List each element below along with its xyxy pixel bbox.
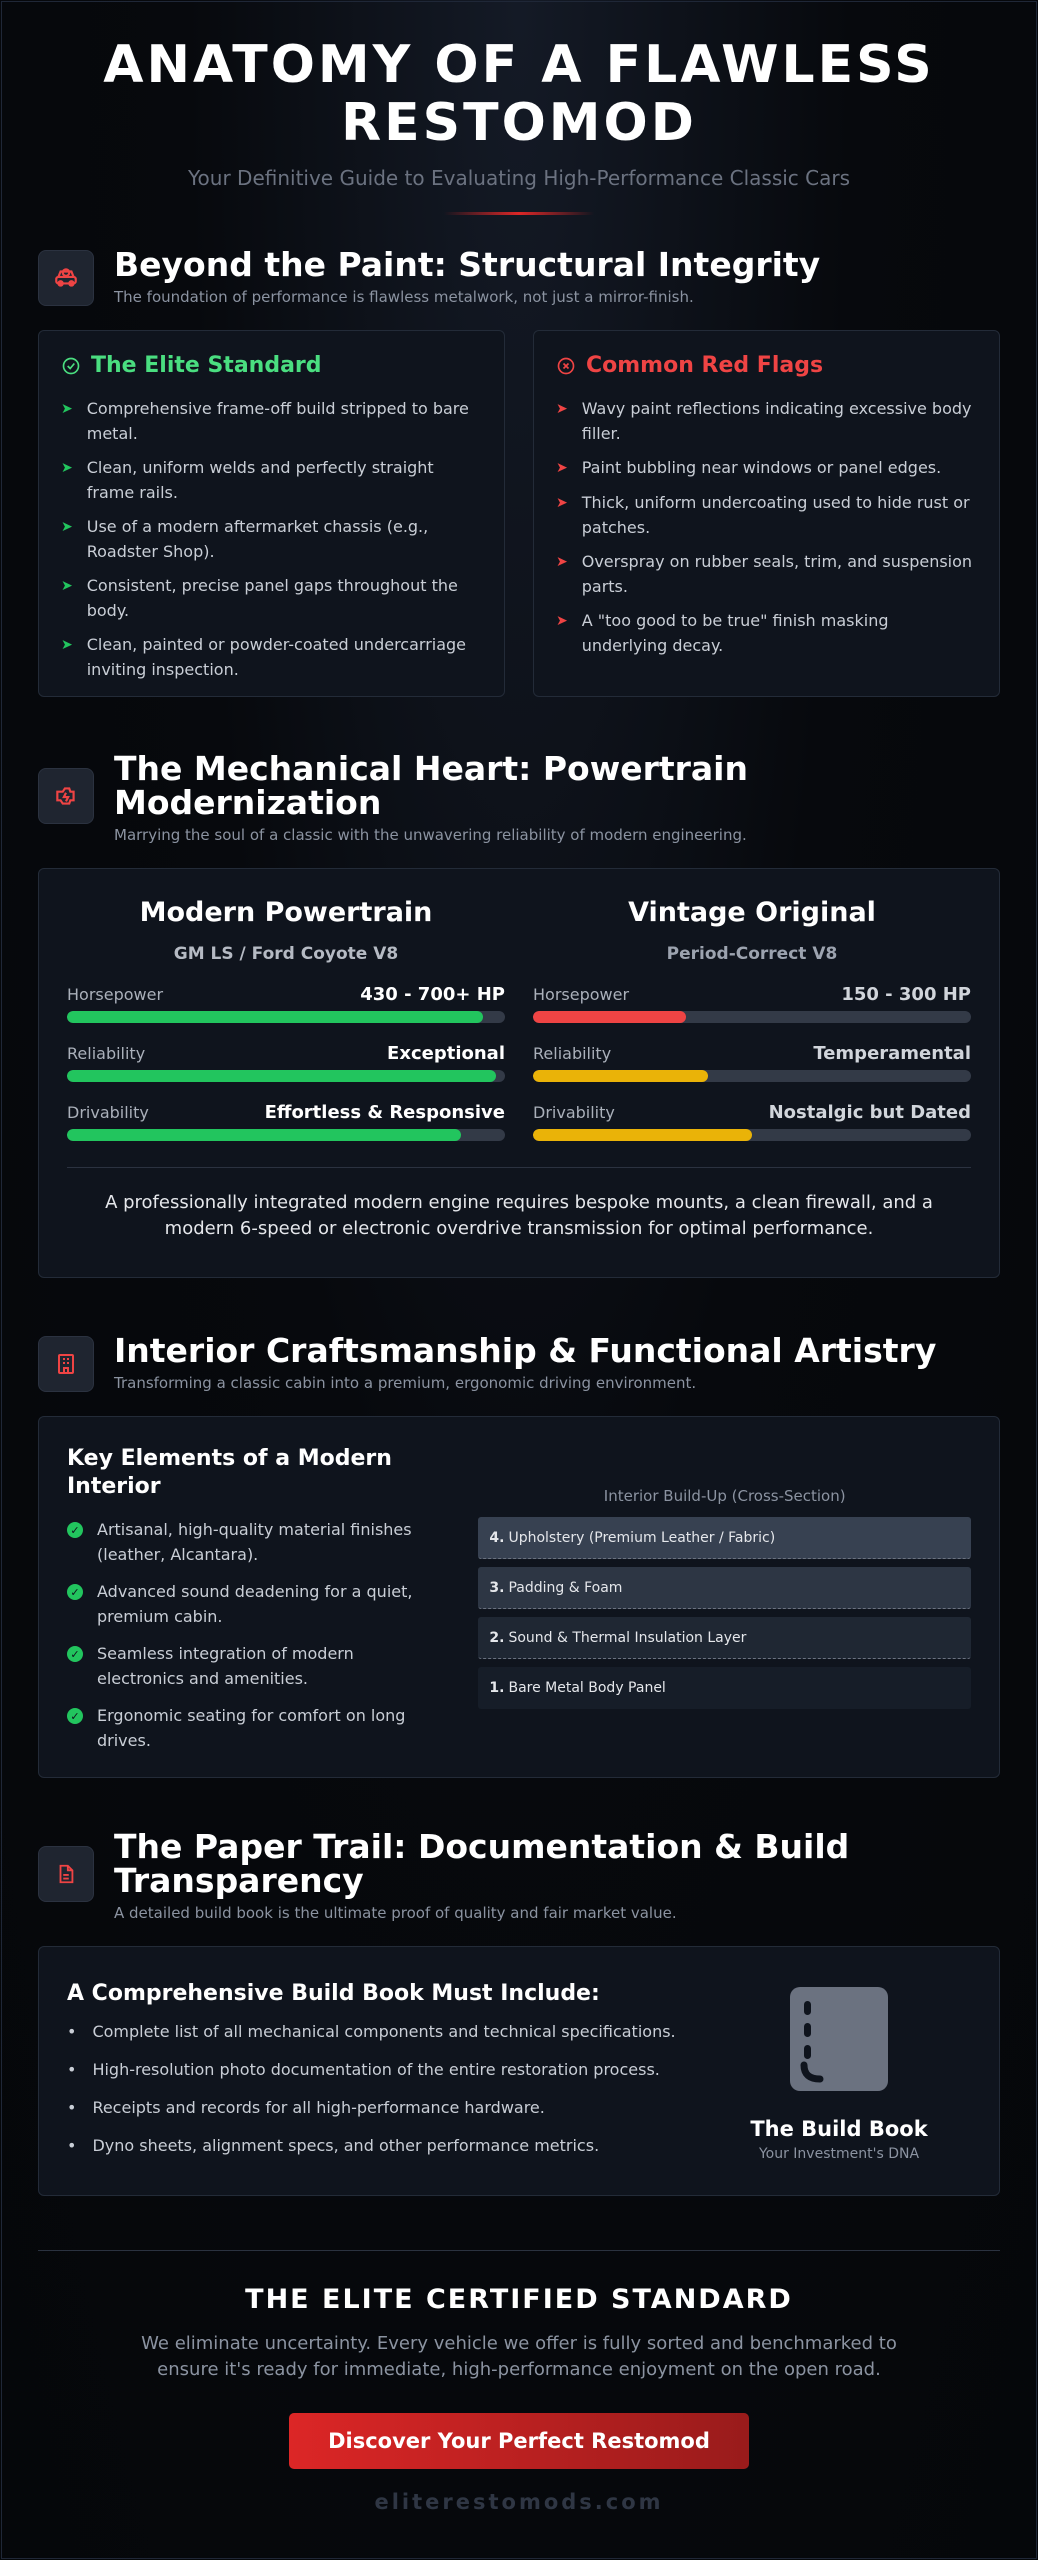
page-title: ANATOMY OF A FLAWLESS RESTOMOD [103, 35, 935, 153]
red-flags-card [533, 330, 1000, 697]
vintage-engine-name: Period-Correct V8 [666, 944, 838, 964]
elite-standard-list [61, 396, 482, 682]
x-circle-icon [556, 356, 576, 376]
list-item: ➤ Comprehensive frame-off build stripped to bare metal. [61, 396, 482, 446]
footer-title: THE ELITE CERTIFIED STANDARD [245, 2284, 793, 2315]
metric-label: Reliability [67, 1044, 146, 1063]
documentation-section [38, 1827, 1000, 2196]
check-icon: ✓ [67, 1522, 83, 1538]
metric-reliability [67, 1043, 505, 1082]
build-book-contents [67, 1981, 707, 2195]
powertrain-description: Marrying the soul of a classic with the unwavering reliability of modern engineering. [114, 826, 747, 844]
list-item: • Complete list of all mechanical components and technical specifications. [67, 2020, 707, 2044]
modern-powertrain-title: Modern Powertrain [139, 897, 433, 928]
build-book-list-title: A Comprehensive Build Book Must Include: [67, 1981, 600, 2006]
powertrain-section [38, 749, 1000, 1278]
powertrain-note: A professionally integrated modern engine requires bespoke mounts, a clean firewall, and a modern 6-speed or electronic overdrive transmission for optimal performance. [105, 1192, 933, 1239]
bullet-icon: • [67, 2098, 77, 2117]
layer-upholstery: 4. Upholstery (Premium Leather / Fabric) [478, 1517, 971, 1559]
check-circle-icon [61, 356, 81, 376]
metric-label: Horsepower [533, 985, 630, 1004]
metric-bar-fill [67, 1011, 483, 1023]
powertrain-columns [67, 897, 971, 1141]
metric-drivability [67, 1102, 505, 1141]
build-book-subtitle: Your Investment's DNA [758, 2146, 920, 2162]
page-content [38, 0, 1000, 2514]
powertrain-divider [67, 1167, 971, 1168]
discover-restomod-button[interactable]: Discover Your Perfect Restomod [289, 2413, 749, 2469]
metric-bar [533, 1011, 971, 1023]
arrow-icon: ➤ [556, 401, 568, 417]
list-item: ➤ Clean, uniform welds and perfectly straight frame rails. [61, 455, 482, 505]
interior-elements [67, 1445, 438, 1777]
elite-standard-title: The Elite Standard [91, 353, 322, 378]
modern-powertrain-column [67, 897, 505, 1141]
metric-bar [533, 1070, 971, 1082]
metric-bar [67, 1011, 505, 1023]
arrow-icon: ➤ [556, 495, 568, 511]
site-domain-link[interactable]: eliterestomods.com [374, 2490, 664, 2514]
layer-bare-metal: 1. Bare Metal Body Panel [478, 1667, 971, 1709]
car-icon [38, 250, 94, 306]
check-icon: ✓ [67, 1646, 83, 1662]
modern-engine-name: GM LS / Ford Coyote V8 [173, 944, 399, 964]
arrow-icon: ➤ [556, 613, 568, 629]
metric-value: Nostalgic but Dated [768, 1102, 971, 1123]
bullet-icon: • [67, 2060, 77, 2079]
metric-bar-fill [67, 1070, 496, 1082]
metric-label: Drivability [533, 1103, 615, 1122]
elite-standard-card [38, 330, 505, 697]
documentation-description: A detailed build book is the ultimate proof of quality and fair market value. [114, 1904, 677, 1922]
list-item: ➤ Thick, uniform undercoating used to hide rust or patches. [556, 490, 977, 540]
layer-insulation: 2. Sound & Thermal Insulation Layer [478, 1617, 971, 1659]
metric-bar-fill [533, 1129, 752, 1141]
structural-description: The foundation of performance is flawless metalwork, not just a mirror-finish. [114, 288, 694, 306]
metric-horsepower [67, 984, 505, 1023]
documentation-card [38, 1946, 1000, 2196]
cross-section-layers [478, 1517, 971, 1709]
interior-card [38, 1416, 1000, 1778]
list-item: • High-resolution photo documentation of the entire restoration process. [67, 2058, 707, 2082]
metric-bar [533, 1129, 971, 1141]
build-book-list [67, 2020, 707, 2158]
red-flags-heading [556, 353, 977, 378]
list-item: ✓ Seamless integration of modern electronics and amenities. [67, 1641, 438, 1691]
list-item: ✓ Advanced sound deadening for a quiet, premium cabin. [67, 1579, 438, 1629]
metric-label: Reliability [533, 1044, 612, 1063]
arrow-icon: ➤ [61, 637, 73, 653]
vintage-original-column [533, 897, 971, 1141]
structural-section [38, 245, 1000, 697]
bullet-icon: • [67, 2022, 77, 2041]
list-item: ➤ Use of a modern aftermarket chassis (e.g., Roadster Shop). [61, 514, 482, 564]
book-icon [790, 1987, 888, 2091]
interior-list-title: Key Elements of a Modern Interior [67, 1446, 392, 1499]
list-item: ➤ A "too good to be true" finish masking underlying decay. [556, 608, 977, 658]
red-flags-list [556, 396, 977, 658]
arrow-icon: ➤ [61, 460, 73, 476]
metric-bar [67, 1129, 505, 1141]
list-item: ➤ Paint bubbling near windows or panel edges. [556, 455, 977, 481]
list-item: ➤ Overspray on rubber seals, trim, and suspension parts. [556, 549, 977, 599]
structural-header [38, 245, 1000, 306]
layer-padding: 3. Padding & Foam [478, 1567, 971, 1609]
hero-divider [444, 212, 594, 215]
list-item: ➤ Clean, painted or powder-coated undercarriage inviting inspection. [61, 632, 482, 682]
interior-section [38, 1331, 1000, 1778]
metric-bar [67, 1070, 505, 1082]
list-item: ➤ Wavy paint reflections indicating excessive body filler. [556, 396, 977, 446]
bullet-icon: • [67, 2136, 77, 2155]
page-subtitle: Your Definitive Guide to Evaluating High-Performance Classic Cars [187, 166, 851, 190]
powertrain-title: The Mechanical Heart: Powertrain Modernization [114, 749, 748, 822]
build-book-feature [707, 1981, 971, 2195]
metric-label: Drivability [67, 1103, 149, 1122]
documentation-header [38, 1827, 1000, 1922]
metric-bar-fill [67, 1129, 461, 1141]
metric-bar-fill [533, 1070, 708, 1082]
metric-horsepower [533, 984, 971, 1023]
metric-value: 430 - 700+ HP [360, 984, 505, 1005]
powertrain-header [38, 749, 1000, 844]
cross-section-title: Interior Build-Up (Cross-Section) [603, 1487, 846, 1505]
list-item: ➤ Consistent, precise panel gaps throughout the body. [61, 573, 482, 623]
list-item: • Dyno sheets, alignment specs, and other performance metrics. [67, 2134, 707, 2158]
footer [38, 2284, 1000, 2469]
list-item: • Receipts and records for all high-performance hardware. [67, 2096, 707, 2120]
hero [38, 0, 1000, 215]
red-flags-title: Common Red Flags [586, 353, 824, 378]
metric-value: Exceptional [387, 1043, 505, 1064]
arrow-icon: ➤ [61, 519, 73, 535]
arrow-icon: ➤ [556, 460, 568, 476]
elite-standard-heading [61, 353, 482, 378]
metric-label: Horsepower [67, 985, 164, 1004]
seat-icon [38, 1336, 94, 1392]
interior-title: Interior Craftsmanship & Functional Artistry [114, 1331, 937, 1370]
metric-value: Effortless & Responsive [264, 1102, 505, 1123]
check-icon: ✓ [67, 1708, 83, 1724]
footer-text: We eliminate uncertainty. Every vehicle we offer is fully sorted and benchmarked to ensure it's ready for immediate, high-performance enjoyment on the open road. [141, 2333, 897, 2380]
interior-header [38, 1331, 1000, 1392]
vintage-original-title: Vintage Original [628, 897, 876, 928]
footer-divider [38, 2250, 1000, 2251]
arrow-icon: ➤ [556, 554, 568, 570]
powertrain-card [38, 868, 1000, 1278]
arrow-icon: ➤ [61, 401, 73, 417]
check-icon: ✓ [67, 1584, 83, 1600]
metric-drivability [533, 1102, 971, 1141]
metric-value: Temperamental [813, 1043, 971, 1064]
documentation-title: The Paper Trail: Documentation & Build Transparency [114, 1827, 850, 1900]
structural-columns [38, 330, 1000, 697]
metric-value: 150 - 300 HP [841, 984, 971, 1005]
structural-title: Beyond the Paint: Structural Integrity [114, 245, 821, 284]
document-icon [38, 1846, 94, 1902]
list-item: ✓ Artisanal, high-quality material finishes (leather, Alcantara). [67, 1517, 438, 1567]
metric-reliability [533, 1043, 971, 1082]
metric-bar-fill [533, 1011, 686, 1023]
arrow-icon: ➤ [61, 578, 73, 594]
list-item: ✓ Ergonomic seating for comfort on long drives. [67, 1703, 438, 1753]
cross-section [478, 1445, 971, 1777]
engine-icon [38, 768, 94, 824]
interior-list [67, 1517, 438, 1753]
interior-description: Transforming a classic cabin into a premium, ergonomic driving environment. [114, 1374, 697, 1392]
build-book-title: The Build Book [750, 2117, 928, 2141]
